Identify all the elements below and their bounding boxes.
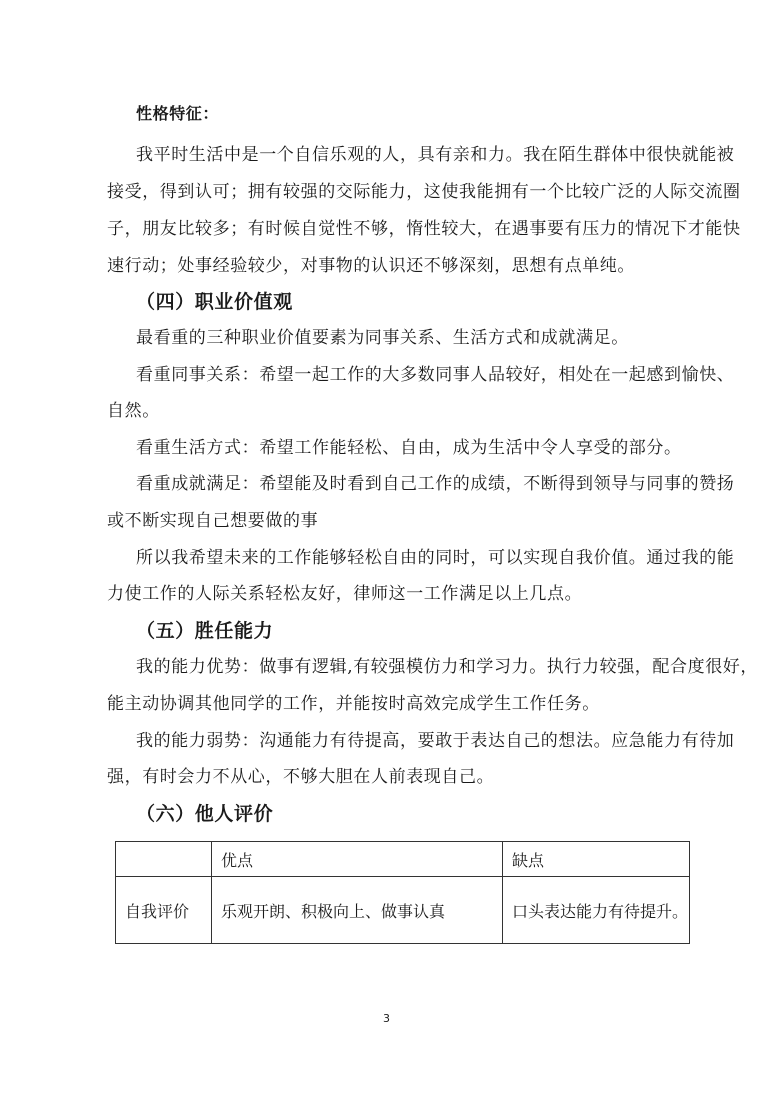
values-line: 看重成就满足：希望能及时看到自己工作的成绩，不断得到领导与同事的赞扬 — [136, 474, 735, 494]
values-line: 所以我希望未来的工作能够轻松自由的同时，可以实现自我价值。通过我的能 — [136, 548, 735, 568]
values-line: 看重同事关系：希望一起工作的大多数同事人品较好，相处在一起感到愉快、 — [136, 365, 735, 385]
personality-label: 性格特征： — [136, 104, 220, 123]
personality-line: 子，朋友比较多；有时候自觉性不够，惰性较大，在遇事要有压力的情况下才能快 — [107, 219, 741, 239]
table-header-row — [116, 842, 690, 877]
values-line: 或不断实现自己想要做的事 — [107, 511, 319, 531]
values-line: 力使工作的人际关系轻松友好，律师这一工作满足以上几点。 — [107, 584, 583, 604]
table-cell: 乐观开朗、积极向上、做事认真 — [212, 877, 503, 944]
table-header-cell: 优点 — [212, 842, 503, 877]
evaluation-table — [115, 841, 690, 944]
page-number: 3 — [383, 1012, 390, 1025]
personality-line: 速行动；处事经验较少，对事物的认识还不够深刻，思想有点单纯。 — [107, 256, 635, 276]
values-line: 看重生活方式：希望工作能轻松、自由，成为生活中令人享受的部分。 — [136, 438, 682, 458]
table-cell: 自我评价 — [116, 877, 212, 944]
section-heading-values: （四）职业价值观 — [136, 291, 293, 313]
table-header-cell: 缺点 — [503, 842, 690, 877]
table-cell: 口头表达能力有待提升。 — [503, 877, 690, 944]
competence-line: 能主动协调其他同学的工作，并能按时高效完成学生工作任务。 — [107, 694, 600, 714]
section-heading-evaluation: （六）他人评价 — [136, 803, 274, 825]
personality-line: 我平时生活中是一个自信乐观的人，具有亲和力。我在陌生群体中很快就能被 — [136, 145, 735, 165]
competence-line: 我的能力优势：做事有逻辑,有较强模仿力和学习力。执行力较强，配合度很好， — [136, 657, 759, 677]
competence-line: 强，有时会力不从心，不够大胆在人前表现自己。 — [107, 767, 495, 787]
values-line: 自然。 — [107, 401, 160, 421]
personality-line: 接受，得到认可；拥有较强的交际能力，这使我能拥有一个比较广泛的人际交流圈 — [107, 182, 741, 202]
values-line: 最看重的三种职业价值要素为同事关系、生活方式和成就满足。 — [136, 328, 629, 348]
section-heading-competence: （五）胜任能力 — [136, 620, 274, 642]
competence-line: 我的能力弱势：沟通能力有待提高，要敢于表达自己的想法。应急能力有待加 — [136, 731, 735, 751]
table-header-cell — [116, 842, 212, 877]
table-row — [116, 877, 690, 944]
